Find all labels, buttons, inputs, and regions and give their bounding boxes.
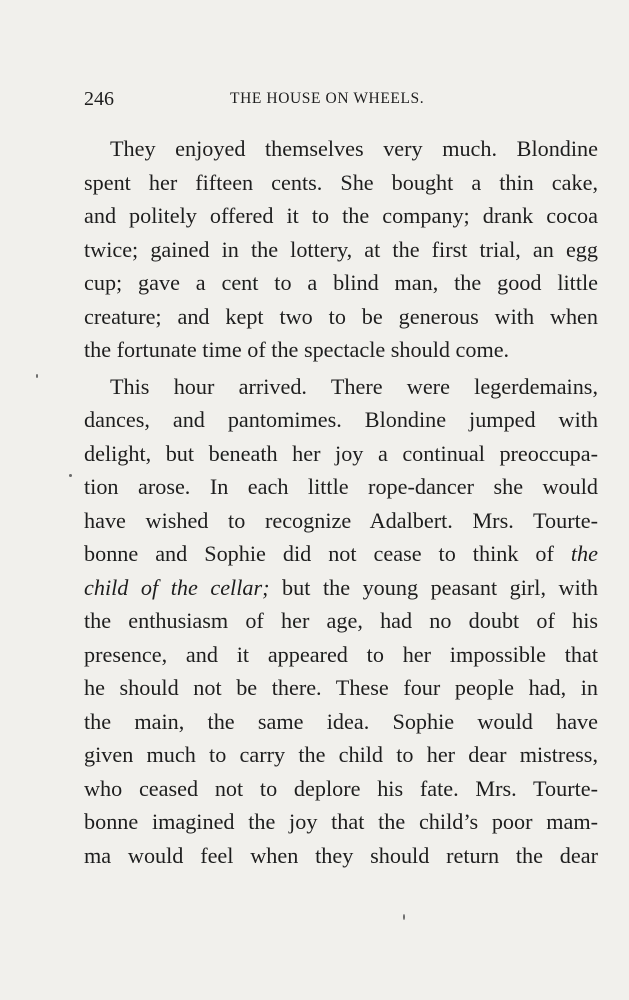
text-line: the enthusiasm of her age, had no doubt of his: [84, 608, 598, 633]
paper-speck: [36, 374, 38, 378]
text-line: bonne imagined the joy that the child’s poor mam-: [84, 809, 598, 834]
text-line: dances, and pantomimes. Blondine jumped with: [84, 407, 598, 432]
text-line: ma would feel when they should return the dear: [84, 842, 598, 868]
text-line: They enjoyed themselves very much. Blondine: [110, 136, 598, 161]
page-number: 246: [84, 88, 114, 110]
text-line: who ceased not to deplore his fate. Mrs. Tourte-: [84, 775, 598, 801]
italic-phrase: child of the cellar;: [84, 574, 270, 600]
text-line: This hour arrived. There were legerdemains,: [110, 373, 598, 399]
text-line: delight, but beneath her joy a continual preoccupa-: [84, 440, 598, 466]
text-line: [84, 571, 598, 605]
text-line: given much to carry the child to her dear mistress,: [84, 742, 598, 767]
line-segment: but the young peasant girl, with: [282, 574, 599, 600]
text-line: [84, 537, 598, 571]
paper-speck: [69, 474, 72, 477]
text-line: spent her fifteen cents. She bought a thin cake,: [84, 169, 598, 195]
text-line: tion arose. In each little rope-dancer she would: [84, 474, 598, 499]
text-line: cup; gave a cent to a blind man, the good little: [84, 270, 598, 295]
running-title: THE HOUSE ON WHEELS.: [230, 90, 425, 107]
text-line: twice; gained in the lottery, at the first trial, an egg: [84, 236, 598, 262]
line-segment: bonne and Sophie did not cease to think of: [84, 541, 554, 566]
paper-speck: [403, 914, 405, 920]
text-line: creature; and kept two to be generous with when: [84, 303, 598, 329]
text-line: the main, the same idea. Sophie would have: [84, 708, 598, 734]
text-line: he should not be there. These four people had, in: [84, 675, 598, 700]
text-line: the fortunate time of the spectacle should come.: [84, 337, 510, 362]
running-head: [84, 88, 598, 112]
italic-phrase: the: [570, 541, 598, 566]
text-line: presence, and it appeared to her impossible that: [84, 641, 598, 667]
body-text: [84, 132, 598, 872]
text-line: and politely offered it to the company; drank cocoa: [84, 203, 598, 228]
text-line: have wished to recognize Adalbert. Mrs. Tourte-: [84, 507, 598, 533]
